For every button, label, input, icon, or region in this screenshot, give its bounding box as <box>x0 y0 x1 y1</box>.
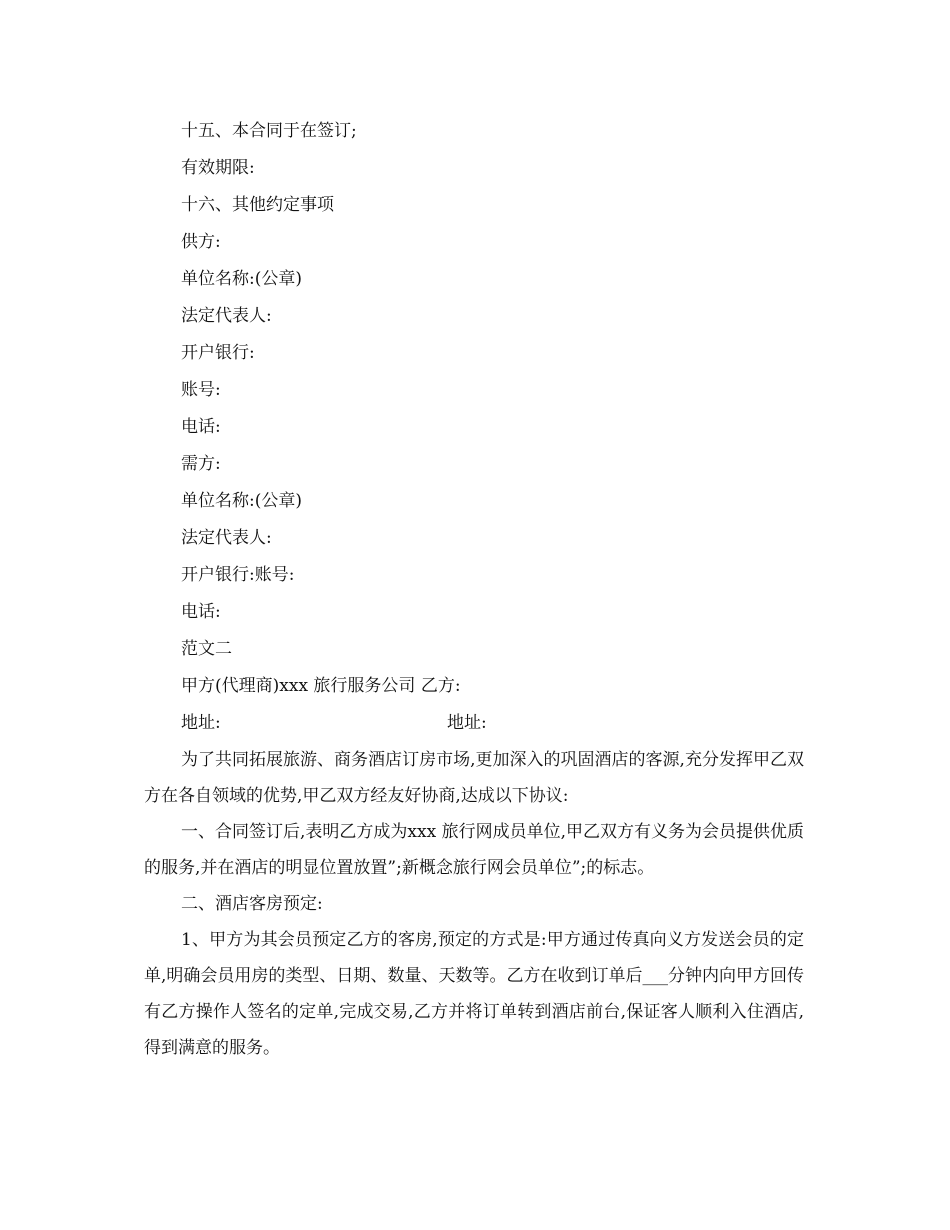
supplier-bank: 开户银行: <box>181 343 255 363</box>
document-body <box>144 113 804 1066</box>
buyer-unit-name: 单位名称:(公章) <box>181 491 302 511</box>
intro-paragraph: 为了共同拓展旅游、商务酒店订房市场,更加深入的巩固酒店的客源,充分发挥甲乙双方在各自领域的优势,甲乙双方经友好协商,达成以下协议: <box>144 750 804 806</box>
clause-15-line: 十五、本合同于在签订; <box>181 121 357 141</box>
buyer-heading: 需方: <box>181 454 221 474</box>
supplier-phone: 电话: <box>181 417 221 437</box>
buyer-legal-rep: 法定代表人: <box>181 528 272 548</box>
supplier-account: 账号: <box>181 380 221 400</box>
validity-period-line: 有效期限: <box>181 158 255 178</box>
address-row <box>144 705 804 742</box>
supplier-legal-rep: 法定代表人: <box>181 306 272 326</box>
clause-2-heading: 二、酒店客房预定: <box>181 894 323 914</box>
buyer-bank-account: 开户银行:账号: <box>181 565 295 585</box>
supplier-unit-name: 单位名称:(公章) <box>181 269 302 289</box>
address-left: 地址: <box>181 713 221 733</box>
address-right: 地址: <box>447 713 487 733</box>
sample-two-heading: 范文二 <box>181 639 232 659</box>
party-line: 甲方(代理商)xxx 旅行服务公司 乙方: <box>181 676 461 696</box>
clause-1-paragraph: 一、合同签订后,表明乙方成为xxx 旅行网成员单位,甲乙双方有义务为会员提供优质的服务,并在酒店的明显位置放置”;新概念旅行网会员单位”;的标志。 <box>144 822 804 878</box>
buyer-phone: 电话: <box>181 602 221 622</box>
clause-16-line: 十六、其他约定事项 <box>181 195 334 215</box>
clause-2-1-paragraph: 1、甲方为其会员预定乙方的客房,预定的方式是:甲方通过传真向义方发送会员的定单,明确会员用房的类型、日期、数量、天数等。乙方在收到订单后___分钟内向甲方回传有乙方操作人签名的定单,完成交易,乙方并将订单转到酒店前台,保证客人顺利入住酒店,得到满意的服务。 <box>144 930 804 1058</box>
supplier-heading: 供方: <box>181 232 221 252</box>
